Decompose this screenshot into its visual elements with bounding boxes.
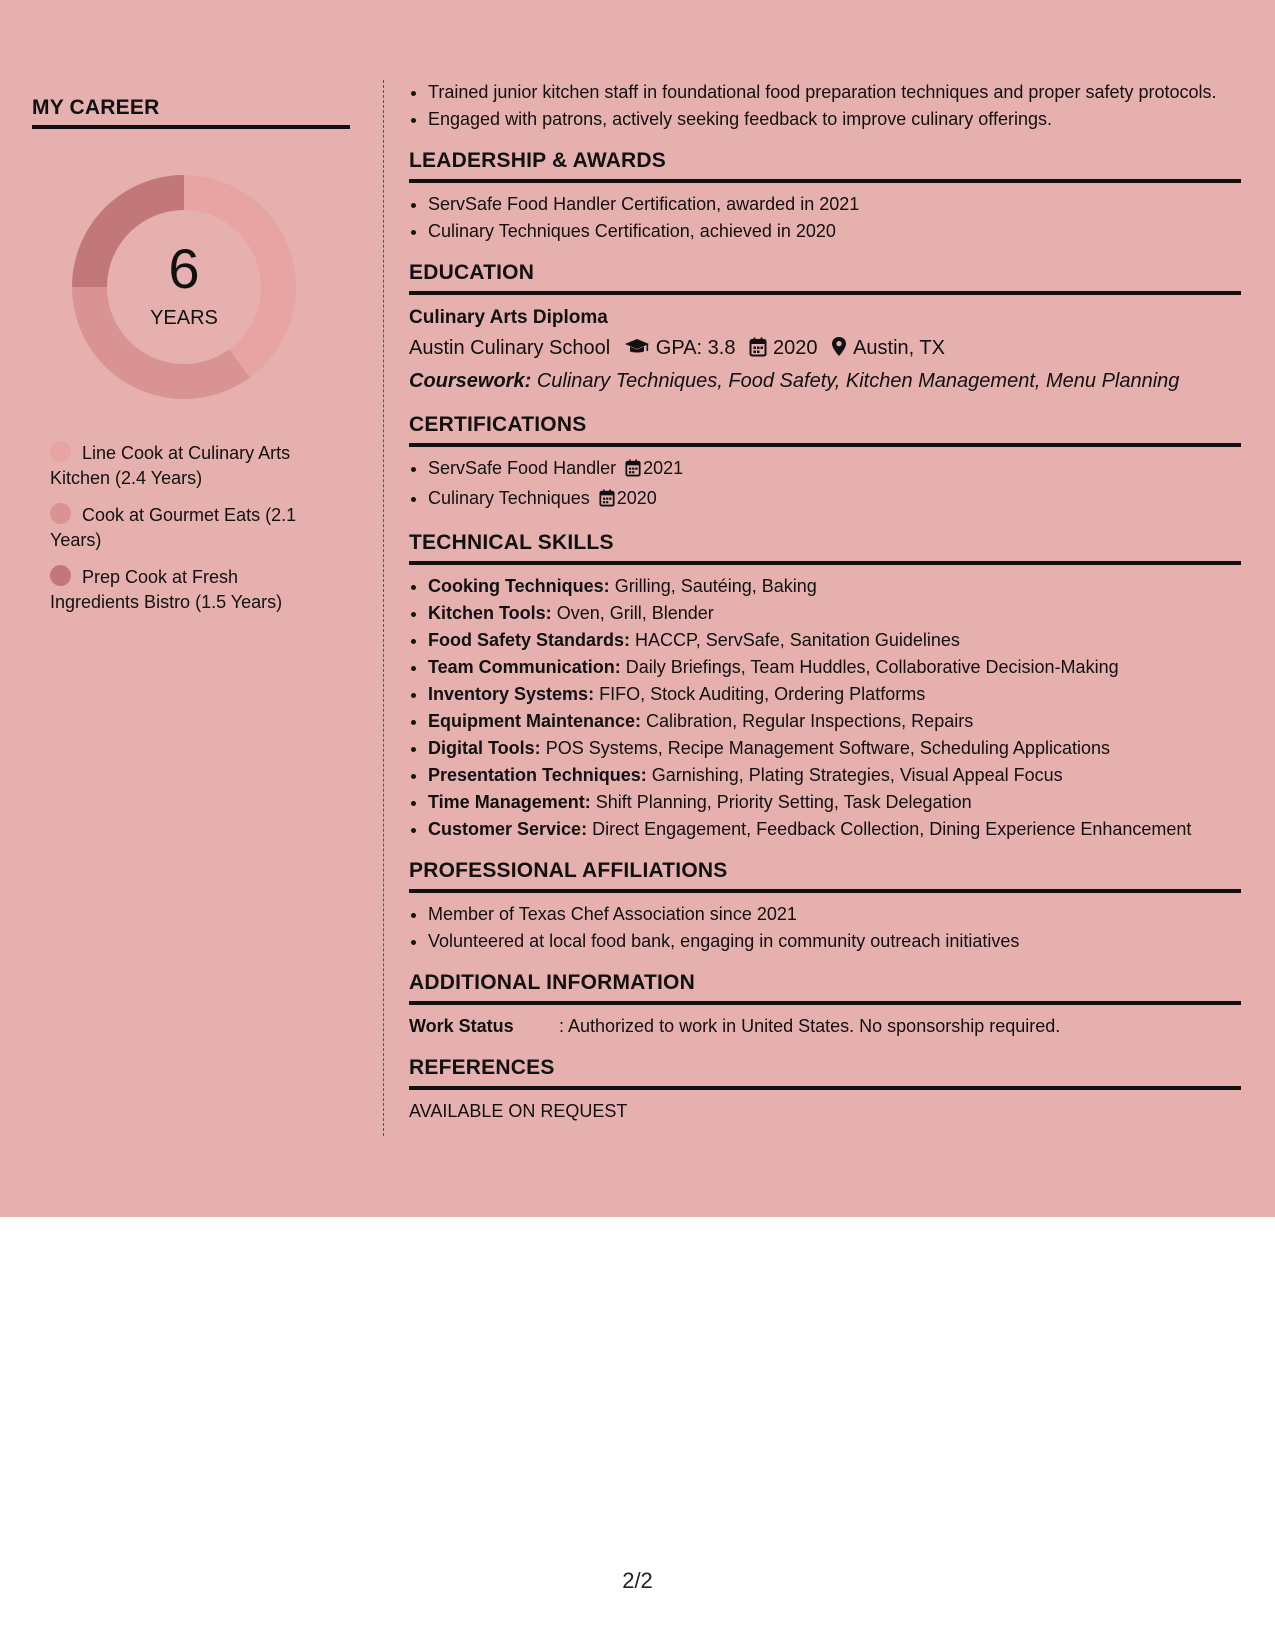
list-item — [428, 816, 1241, 843]
leadership-heading: LEADERSHIP & AWARDS — [409, 147, 1241, 183]
skill-value: Calibration, Regular Inspections, Repairs — [646, 711, 974, 731]
legend-dot-icon — [50, 565, 71, 586]
career-total-number: 6 — [168, 237, 200, 300]
list-item — [428, 627, 1241, 654]
education-degree: Culinary Arts Diploma — [409, 307, 608, 328]
list-item: • ServSafe Food Handler Certification, awarded in 2021 — [428, 191, 1241, 218]
column-divider — [383, 80, 384, 1136]
skills-list — [409, 573, 1241, 843]
list-item — [428, 762, 1241, 789]
list-item — [428, 708, 1241, 735]
skill-value: Garnishing, Plating Strategies, Visual Appeal Focus — [651, 765, 1063, 785]
legend-dot-icon — [50, 441, 71, 462]
education-coursework — [409, 366, 1241, 397]
certifications-list — [409, 455, 1241, 515]
work-status-label: Work Status — [409, 1016, 514, 1036]
career-legend — [50, 441, 320, 615]
skill-value: Oven, Grill, Blender — [556, 603, 714, 623]
list-item — [428, 654, 1241, 681]
affiliations-heading: PROFESSIONAL AFFILIATIONS — [409, 857, 1241, 893]
career-legend-item — [50, 441, 320, 491]
list-item — [428, 455, 1241, 485]
skill-name: Kitchen Tools: — [428, 603, 552, 623]
skill-name: Customer Service: — [428, 819, 588, 839]
skill-name: Cooking Techniques: — [428, 576, 610, 596]
affiliations-list — [409, 901, 1241, 955]
career-total-unit: YEARS — [150, 307, 218, 329]
certification-name: ServSafe Food Handler — [428, 458, 617, 478]
list-item — [428, 485, 1241, 515]
skill-value: POS Systems, Recipe Management Software, Scheduling Applications — [545, 738, 1110, 758]
skill-name: Time Management: — [428, 792, 591, 812]
legend-dot-icon — [50, 503, 71, 524]
list-item — [428, 789, 1241, 816]
career-sidebar — [32, 96, 350, 627]
skill-value: Shift Planning, Priority Setting, Task Delegation — [595, 792, 972, 812]
work-status-value: : Authorized to work in United States. No sponsorship required. — [559, 1016, 1061, 1036]
career-legend-item — [50, 503, 320, 553]
calendar-icon — [625, 458, 641, 485]
career-legend-item — [50, 565, 320, 615]
skill-name: Team Communication: — [428, 657, 621, 677]
education-year: 2020 — [773, 337, 818, 359]
coursework-label: Coursework: — [409, 370, 532, 392]
skills-heading: TECHNICAL SKILLS — [409, 529, 1241, 565]
skill-name: Digital Tools: — [428, 738, 541, 758]
list-item — [428, 681, 1241, 708]
graduation-cap-icon — [624, 336, 650, 366]
list-item — [428, 573, 1241, 600]
additional-info-heading: ADDITIONAL INFORMATION — [409, 969, 1241, 1005]
certification-name: Culinary Techniques — [428, 488, 590, 508]
certification-year: 2021 — [643, 458, 684, 478]
list-item — [428, 735, 1241, 762]
references-heading: REFERENCES — [409, 1054, 1241, 1090]
education-gpa: GPA: 3.8 — [655, 337, 736, 359]
experience-bullets — [409, 79, 1241, 133]
work-status-row — [409, 1013, 1241, 1040]
education-meta — [409, 333, 1241, 366]
career-legend-label: Cook at Gourmet Eats (2.1 Years) — [50, 505, 297, 550]
certification-year: 2020 — [616, 488, 657, 508]
skill-name: Inventory Systems: — [428, 684, 595, 704]
skill-value: Grilling, Sautéing, Baking — [614, 576, 817, 596]
calendar-icon — [749, 336, 767, 366]
skill-value: FIFO, Stock Auditing, Ordering Platforms — [599, 684, 926, 704]
references-text: AVAILABLE ON REQUEST — [409, 1101, 628, 1121]
career-donut-chart — [66, 169, 302, 405]
education-heading: EDUCATION — [409, 259, 1241, 295]
list-item: • Member of Texas Chef Association since 2021 — [428, 901, 1241, 928]
education-location: Austin, TX — [853, 337, 945, 359]
career-legend-label: Prep Cook at Fresh Ingredients Bistro (1.5 Years) — [50, 567, 283, 612]
skill-value: HACCP, ServSafe, Sanitation Guidelines — [635, 630, 960, 650]
skill-name: Presentation Techniques: — [428, 765, 647, 785]
coursework-value: Culinary Techniques, Food Safety, Kitchen Management, Menu Planning — [536, 370, 1180, 392]
list-item: • Trained junior kitchen staff in foundational food preparation techniques and proper safety protocols. — [428, 79, 1241, 106]
education-school: Austin Culinary School — [409, 337, 611, 359]
donut-segment-2 — [72, 287, 250, 399]
leadership-list — [409, 191, 1241, 245]
skill-name: Food Safety Standards: — [428, 630, 631, 650]
list-item: • Volunteered at local food bank, engaging in community outreach initiatives — [428, 928, 1241, 955]
list-item — [428, 600, 1241, 627]
list-item: • Engaged with patrons, actively seeking feedback to improve culinary offerings. — [428, 106, 1241, 133]
calendar-icon — [599, 488, 615, 515]
main-content — [409, 79, 1241, 1125]
skill-name: Equipment Maintenance: — [428, 711, 642, 731]
career-heading: MY CAREER — [32, 96, 350, 129]
skill-value: Daily Briefings, Team Huddles, Collaborative Decision-Making — [625, 657, 1119, 677]
location-pin-icon — [831, 336, 847, 366]
skill-value: Direct Engagement, Feedback Collection, Dining Experience Enhancement — [592, 819, 1192, 839]
certifications-heading: CERTIFICATIONS — [409, 411, 1241, 447]
list-item: • Culinary Techniques Certification, achieved in 2020 — [428, 218, 1241, 245]
page-number: 2/2 — [622, 1568, 653, 1593]
career-legend-label: Line Cook at Culinary Arts Kitchen (2.4 Years) — [50, 443, 291, 488]
